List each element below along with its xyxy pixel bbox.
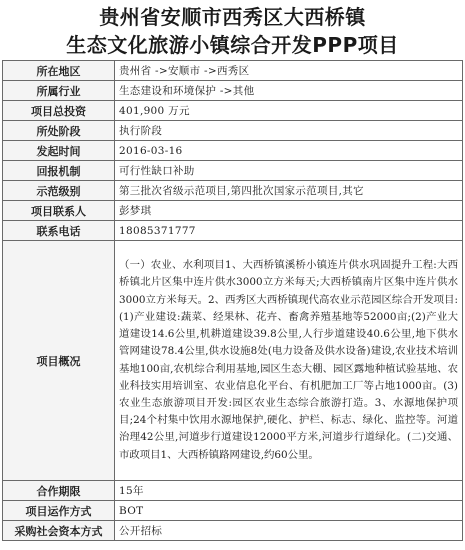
row-contact-phone (3, 221, 463, 241)
value-cooperation-period: 15年 (115, 481, 463, 501)
value-start-date: 2016-03-16 (115, 141, 463, 161)
title-line-2: 生态文化旅游小镇综合开发PPP项目 (66, 33, 399, 57)
row-demo-level (3, 181, 463, 201)
label-return-mechanism: 回报机制 (3, 161, 115, 181)
value-total-investment: 401,900 万元 (115, 101, 463, 121)
value-region: 贵州省 ->安顺市 ->西秀区 (115, 61, 463, 81)
label-industry: 所属行业 (3, 81, 115, 101)
value-operation-mode: BOT (115, 501, 463, 521)
project-info-table (2, 60, 463, 541)
row-industry (3, 81, 463, 101)
label-procurement-method: 采购社会资本方式 (3, 521, 115, 541)
label-overview: 项目概况 (3, 241, 115, 481)
label-region: 所在地区 (3, 61, 115, 81)
label-operation-mode: 项目运作方式 (3, 501, 115, 521)
label-total-investment: 项目总投资 (3, 101, 115, 121)
value-contact-phone: 18085371777 (115, 221, 463, 241)
row-stage (3, 121, 463, 141)
row-overview (3, 241, 463, 481)
row-start-date (3, 141, 463, 161)
row-contact-person (3, 201, 463, 221)
title-line-1: 贵州省安顺市西秀区大西桥镇 (99, 5, 366, 29)
label-contact-phone: 联系电话 (3, 221, 115, 241)
label-contact-person: 项目联系人 (3, 201, 115, 221)
row-return-mechanism (3, 161, 463, 181)
label-start-date: 发起时间 (3, 141, 115, 161)
label-cooperation-period: 合作期限 (3, 481, 115, 501)
row-operation-mode (3, 501, 463, 521)
row-cooperation-period (3, 481, 463, 501)
row-procurement-method (3, 521, 463, 541)
value-stage: 执行阶段 (115, 121, 463, 141)
value-industry: 生态建设和环境保护 ->其他 (115, 81, 463, 101)
row-region (3, 61, 463, 81)
label-stage: 所处阶段 (3, 121, 115, 141)
value-overview: （一）农业、水利项目1、大西桥镇溪桥小镇连片供水巩固提升工程:大西桥镇北片区集中连片供水3000立方米每天;大西桥镇南片区集中连片供水3000立方米每天。2、西秀区大西桥镇现代高农业示范园区综合开发项目:(1)产业建设:蔬菜、经果林、花卉、畜禽养殖基地等52000亩;(2)产业大道建设14.6公里,机耕道建设39.8公里,人行步道建设40.6公里,地下供水管网建设78.4公里,供水设施8处(电力设备及供水设备)建设,农业技术培训基地100亩,农机综合利用基地,园区生态大棚、园区露地种植试验基地、农业科技实用培训室、农业信息化平台、有机肥加工厂等占地1000亩。(3)农业生态旅游项目开发:园区农业生态综合旅游打造。3、水源地保护项目;24个村集中饮用水源地保护,硬化、护栏、标志、绿化、监控等。河道治理42公里,河道步行道建设12000平方米,河道步行道绿化。(二)交通、市政项目1、大西桥镇路网建设,约60公里。 (115, 241, 463, 481)
label-demo-level: 示范级别 (3, 181, 115, 201)
value-procurement-method: 公开招标 (115, 521, 463, 541)
value-contact-person: 彭梦琪 (115, 201, 463, 221)
value-demo-level: 第三批次省级示范项目,第四批次国家示范项目,其它 (115, 181, 463, 201)
value-return-mechanism: 可行性缺口补助 (115, 161, 463, 181)
row-total-investment (3, 101, 463, 121)
